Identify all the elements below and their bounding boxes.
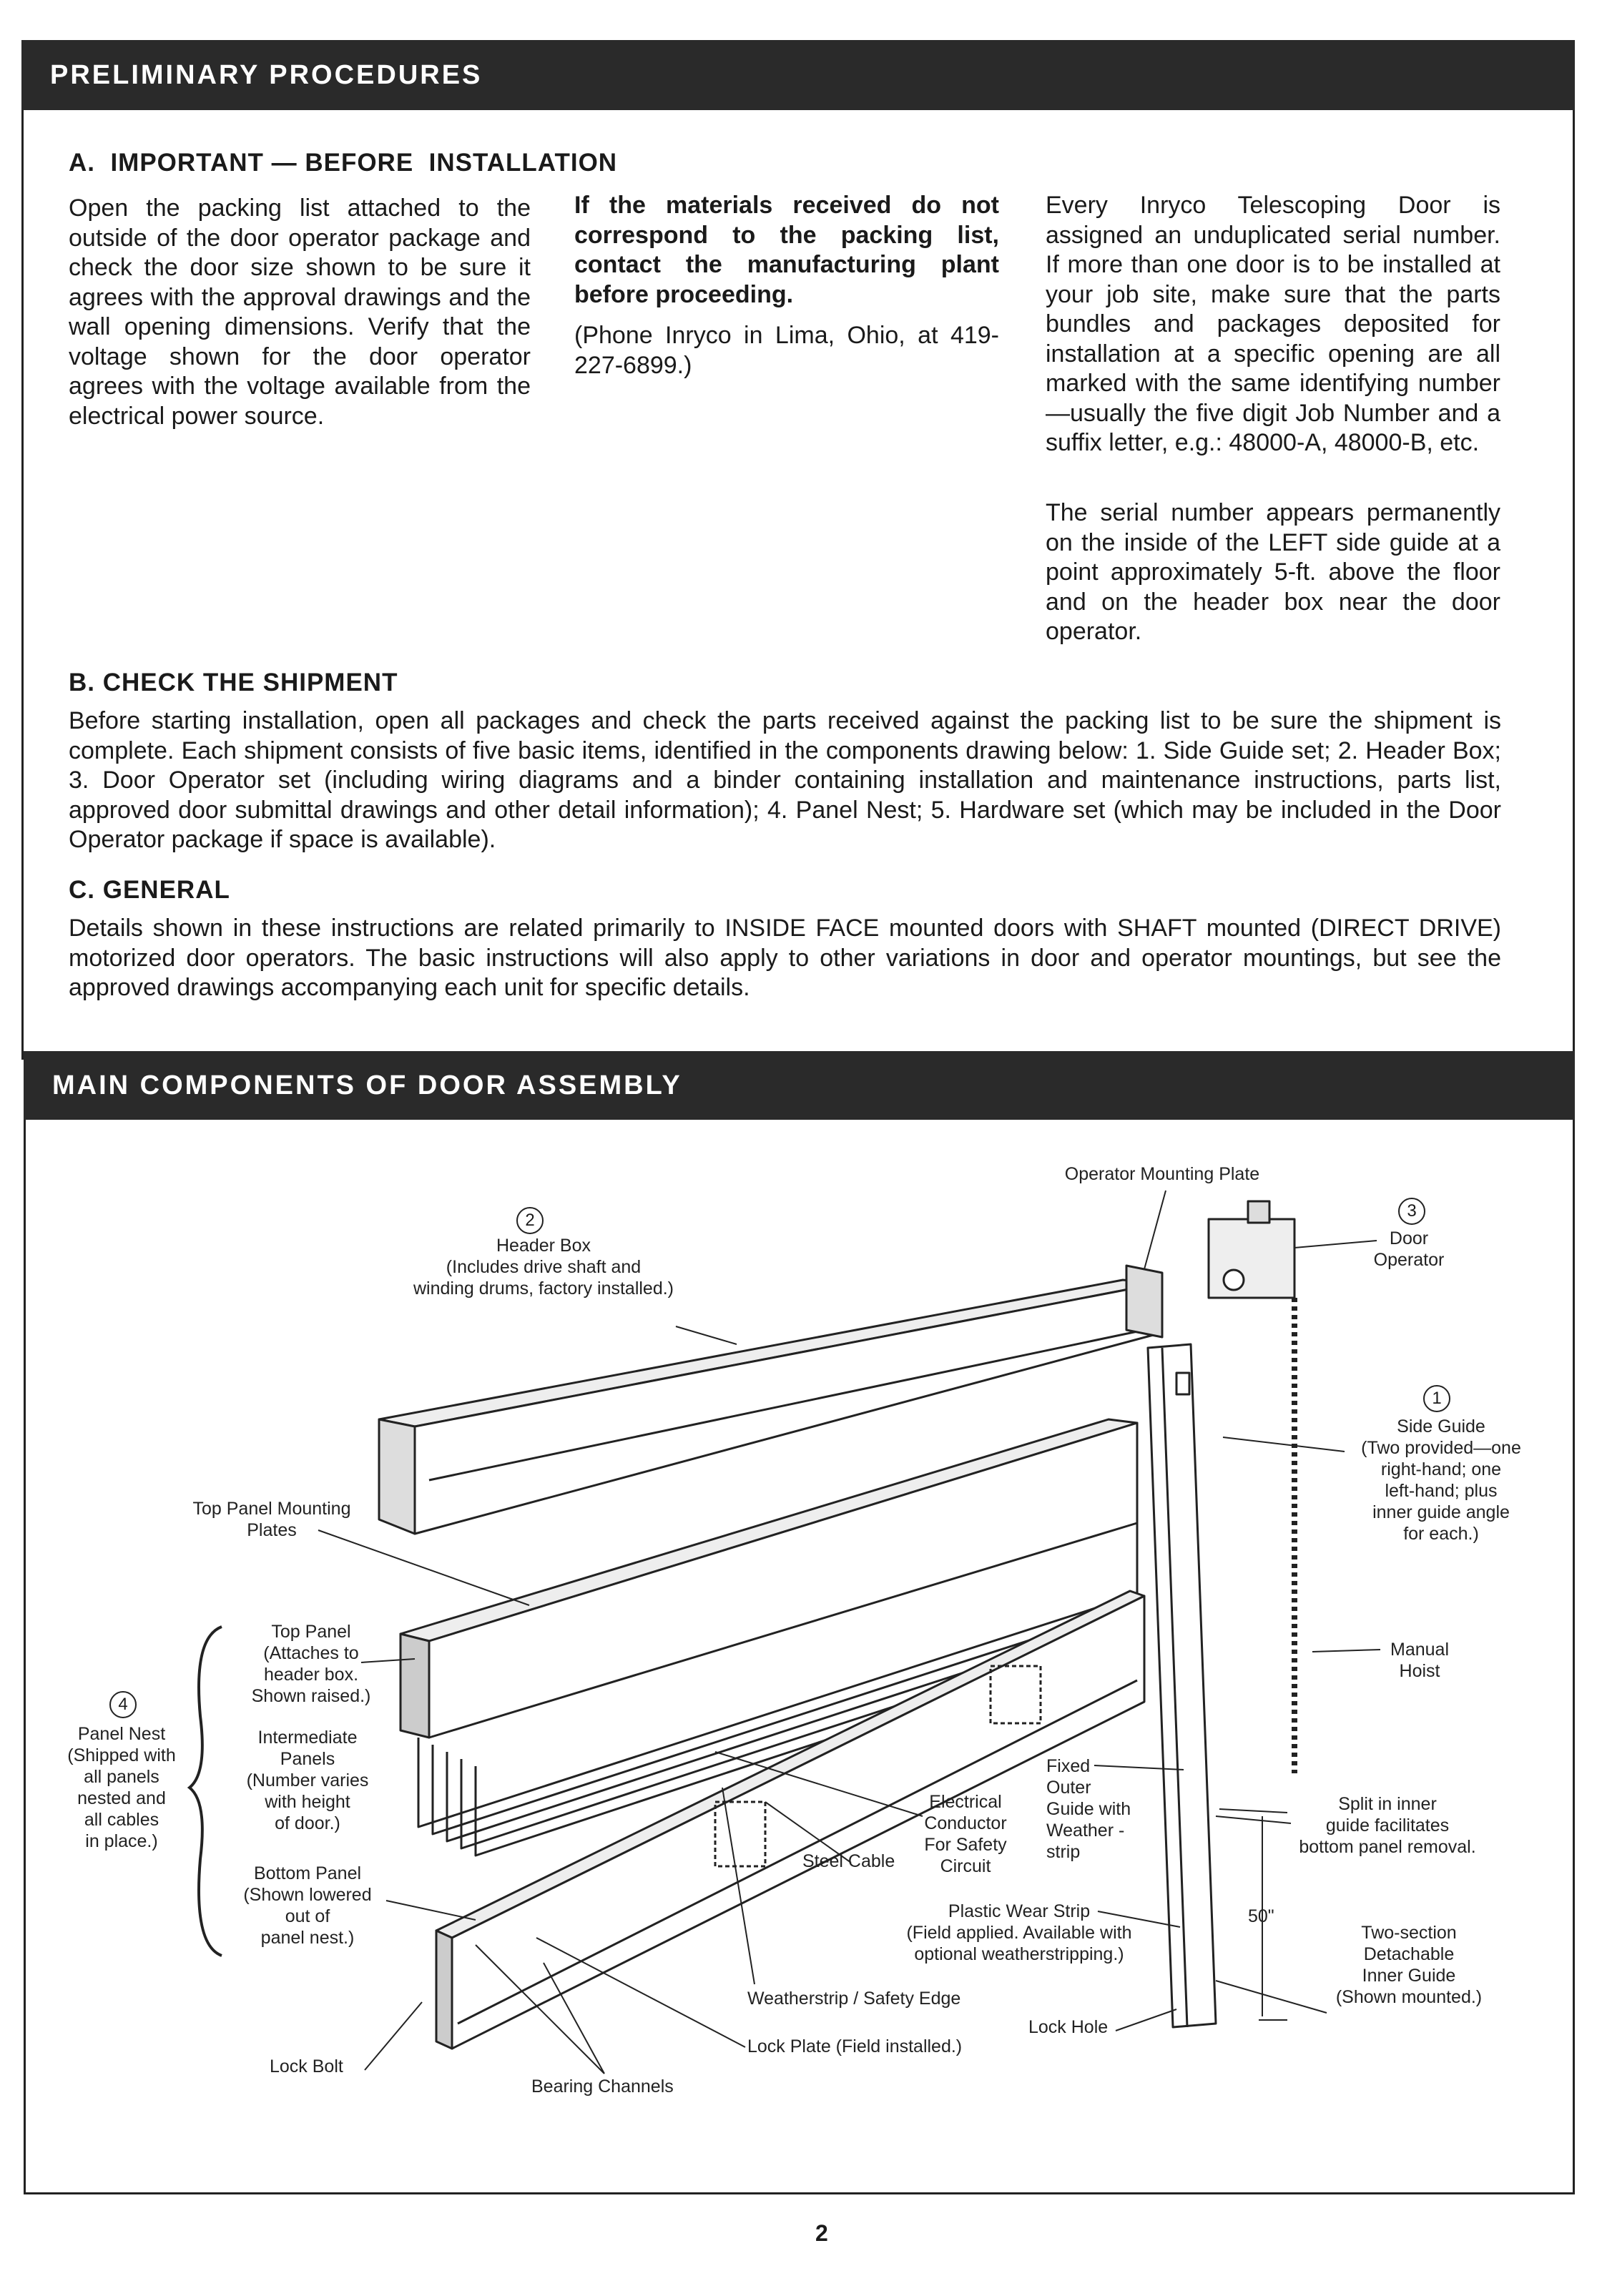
two-section-inner-guide-label: Two-section Detachable Inner Guide (Shown mounted.) [1335,1923,1483,2007]
section-b-heading: B. CHECK THE SHIPMENT [69,669,398,696]
weatherstrip-safety-edge-label: Weatherstrip / Safety Edge [747,1989,961,2009]
fixed-outer-guide-label: Fixed Outer Guide with Weather - strip [1046,1756,1131,1862]
electrical-conductor-label: Electrical Conductor For Safety Circuit [924,1792,1007,1876]
section-a-col3-serial: Every Inryco Telescoping Door is assigned an unduplicated serial number. If more than one door is to be installed at your job site, make sure that the parts bundles and packages deposited for installation at a specific opening are all marked with the same identifying number—usually the five digit Job Number and a suffix letter, e.g.: 48000-A, 48000-B, etc. [1046,192,1500,456]
components-title: MAIN COMPONENTS OF DOOR ASSEMBLY [52,1070,682,1100]
steel-cable-label: Steel Cable [802,1851,895,1871]
top-panel-label: Top Panel (Attaches to header box. Shown raised.) [251,1622,371,1706]
intermediate-panels-label: Intermediate Panels (Number varies with height of door.) [246,1728,369,1833]
top-panel-mounting-plates-label: Top Panel Mounting Plates [192,1499,351,1540]
lock-plate-label: Lock Plate (Field installed.) [747,2036,963,2056]
section-a-col2-phone: (Phone Inryco in Lima, Ohio, at 419-227-6899.) [574,322,999,379]
door-operator-label: Door Operator [1373,1228,1445,1270]
side-guide-label: Side Guide (Two provided—one right-hand; one left-hand; plus inner guide angle for each.) [1361,1416,1521,1544]
section-a-col2-warning: If the materials received do not correspond to the packing list, contact the manufacturing plant before proceeding. [574,192,999,308]
lock-hole-label: Lock Hole [1028,2017,1109,2037]
split-inner-guide-label: Split in inner guide facilitates bottom panel removal. [1299,1794,1476,1857]
page-number: 2 [815,2220,828,2246]
operator-mounting-plate [1126,1266,1162,1337]
section-c-heading: C. GENERAL [69,876,230,904]
door-operator-body [1209,1219,1294,1298]
section-b-text: Before starting installation, open all packages and check the parts received against the packing list to be sure the shipment is complete. Each shipment consists of five basic items, identified in the components drawing below: 1. Side Guide set; 2. Header Box; 3. Door Operator set (including wiring diagrams and a binder containing installation and maintenance instructions, parts list, approved door submittal drawings and other detail information); 4. Panel Nest; 5. Hardware set (which may be included in the Door Operator package if space is available). [69,707,1501,853]
bottom-panel-label: Bottom Panel (Shown lowered out of panel nest.) [243,1863,372,1948]
dimension-50-label: 50" [1248,1906,1274,1926]
callout-2: 2 [516,1207,544,1234]
section-a-heading: A. IMPORTANT — BEFORE INSTALLATION [69,149,618,177]
header-box-label: Header Box (Includes drive shaft and winding drums, factory installed.) [413,1236,674,1299]
section-a-col1: Open the packing list attached to the outside of the door operator package and check the door size shown to be sure it agrees with the approval drawings and the wall opening dimensions. Verify that the voltage shown for the door operator agrees with the voltage available from the electrical power source. [69,194,531,430]
bearing-channels-label: Bearing Channels [531,2076,674,2097]
lock-bolt-label: Lock Bolt [270,2056,343,2076]
bottom-panel-end [436,1931,452,2049]
manual-hoist-label: Manual Hoist [1390,1640,1449,1681]
section-a-col3-serial-location: The serial number appears permanently on the inside of the LEFT side guide at a point approximately 5-ft. above the floor and on the header box near the door operator. [1046,499,1500,645]
callout-1: 1 [1423,1385,1450,1412]
operator-mounting-plate-label: Operator Mounting Plate [1064,1164,1260,1184]
callout-3: 3 [1398,1198,1425,1225]
panel-nest-label: Panel Nest (Shipped with all panels nested and all cables in place.) [67,1724,176,1851]
plastic-wear-strip-label: Plastic Wear Strip (Field applied. Available with optional weatherstripping.) [906,1901,1132,1964]
preliminary-title: PRELIMINARY PROCEDURES [50,59,483,90]
callout-4: 4 [109,1691,137,1718]
section-c-text: Details shown in these instructions are related primarily to INSIDE FACE mounted doors with SHAFT mounted (DIRECT DRIVE) motorized door operators. The basic instructions will also apply to other variations in door and operator mountings, but see the approved drawings accompanying each unit for specific details. [69,915,1501,1001]
panel-nest-brace [190,1627,222,1956]
header-box-front [379,1419,415,1534]
top-panel-face [401,1634,429,1738]
